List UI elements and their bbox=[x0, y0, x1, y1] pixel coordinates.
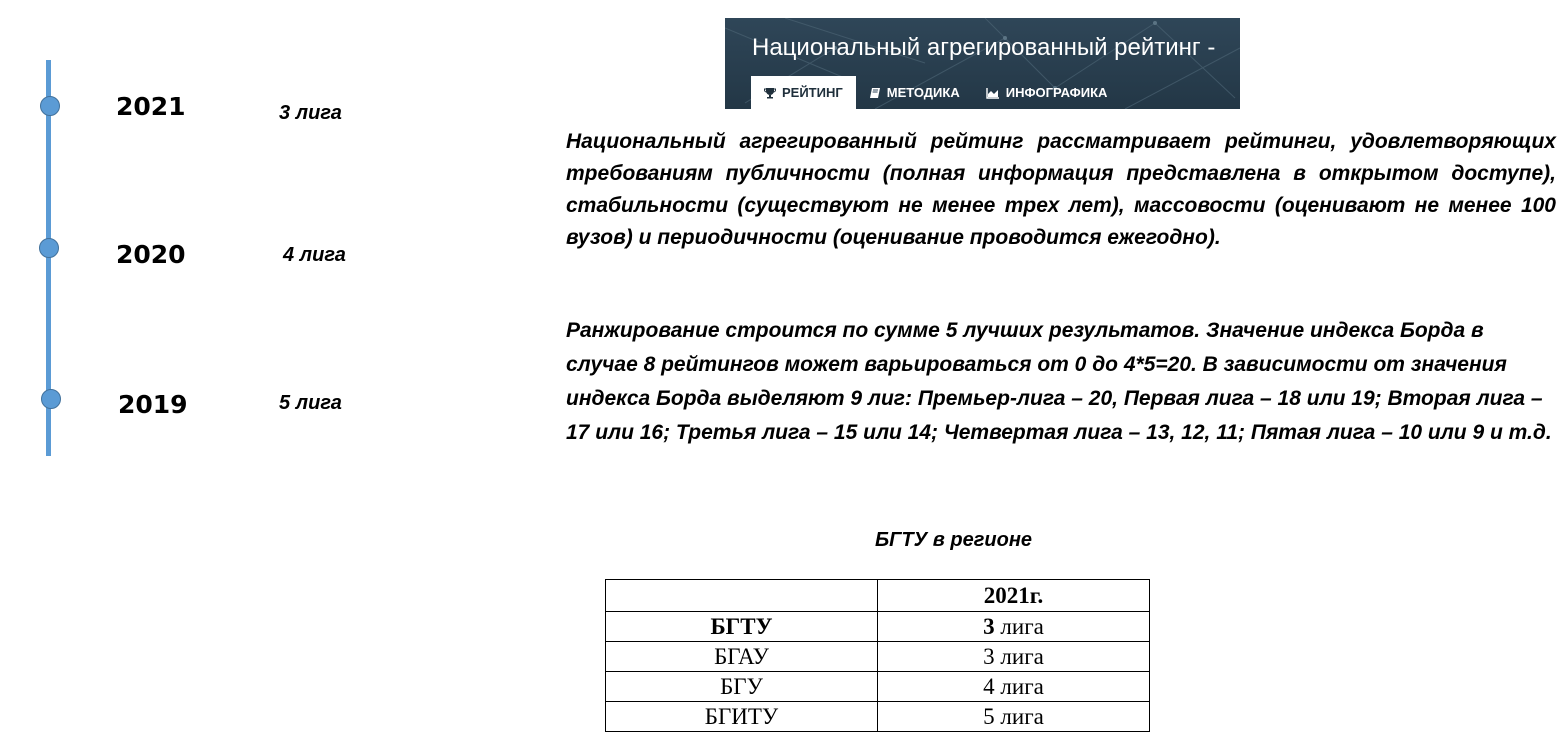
paragraph-rating-criteria: Национальный агрегированный рейтинг рассматривает рейтинги, удовлетворяющих требованиям публичности (полная информация представлена в открытом доступе), стабильности (существуют не менее трех лет), массовости (оценивают не менее 100 вузов) и периодичности (оценивание проводится ежегодно). bbox=[566, 130, 1556, 249]
league-number: 4 bbox=[983, 674, 995, 699]
league-unit: лига bbox=[994, 614, 1044, 639]
league-number: 3 bbox=[983, 644, 995, 669]
league-number: 3 bbox=[983, 614, 995, 639]
banner-title: Национальный агрегированный рейтинг - bbox=[752, 34, 1216, 61]
table-cell-name: БГАУ bbox=[606, 642, 878, 672]
region-table bbox=[605, 579, 1150, 732]
table-row bbox=[606, 642, 1150, 672]
timeline-league-2019: 5 лига bbox=[279, 392, 342, 414]
tab-rating[interactable] bbox=[751, 76, 856, 109]
tab-infographics[interactable] bbox=[973, 76, 1121, 109]
league-unit: лига bbox=[994, 704, 1044, 729]
timeline-dot-2021 bbox=[40, 96, 60, 116]
table-cell-league bbox=[878, 672, 1150, 702]
league-unit: лига bbox=[994, 674, 1044, 699]
table-cell-name: БГУ bbox=[606, 672, 878, 702]
table-cell-league bbox=[878, 642, 1150, 672]
league-number: 5 bbox=[983, 704, 995, 729]
banner-tabs bbox=[751, 76, 1120, 109]
paragraph-ranking-method: Ранжирование строится по сумме 5 лучших результатов. Значение индекса Борда в случае 8 рейтингов может варьироваться от 0 до 4*5=20. В зависимости от значения индекса Борда выделяют 9 лиг: Премьер-лига – 20, Первая лига – 18 или 19; Вторая лига – 17 или 16; Третья лига – 15 или 14; Четвертая лига – 13, 12, 11; Пятая лига – 10 или 9 и т.д. bbox=[566, 319, 1552, 444]
timeline-year-2020: 2020 bbox=[116, 240, 186, 269]
area-chart-icon bbox=[986, 87, 1000, 99]
timeline-dot-2020 bbox=[39, 238, 59, 258]
table-header-row bbox=[606, 580, 1150, 612]
timeline-league-2021: 3 лига bbox=[279, 102, 342, 124]
rating-banner bbox=[725, 18, 1240, 109]
timeline-league-2020: 4 лига bbox=[283, 244, 346, 266]
tab-methodology[interactable] bbox=[856, 76, 973, 109]
tab-rating-label: РЕЙТИНГ bbox=[782, 85, 843, 100]
tab-methodology-label: МЕТОДИКА bbox=[886, 85, 960, 100]
table-cell-league bbox=[878, 612, 1150, 642]
league-unit: лига bbox=[994, 644, 1044, 669]
table-header-year: 2021г. bbox=[878, 580, 1150, 612]
table-row bbox=[606, 612, 1150, 642]
book-icon bbox=[869, 87, 881, 99]
timeline-dot-2019 bbox=[41, 389, 61, 409]
table-cell-name: БГИТУ bbox=[606, 702, 878, 732]
table-row bbox=[606, 672, 1150, 702]
trophy-icon bbox=[764, 87, 776, 99]
table-cell-league bbox=[878, 702, 1150, 732]
timeline-year-2021: 2021 bbox=[116, 92, 186, 121]
table-header-empty bbox=[606, 580, 878, 612]
timeline-year-2019: 2019 bbox=[118, 390, 188, 419]
table-cell-name: БГТУ bbox=[606, 612, 878, 642]
table-row bbox=[606, 702, 1150, 732]
tab-infographics-label: ИНФОГРАФИКА bbox=[1005, 85, 1108, 100]
table-title: БГТУ в регионе bbox=[875, 529, 1033, 551]
